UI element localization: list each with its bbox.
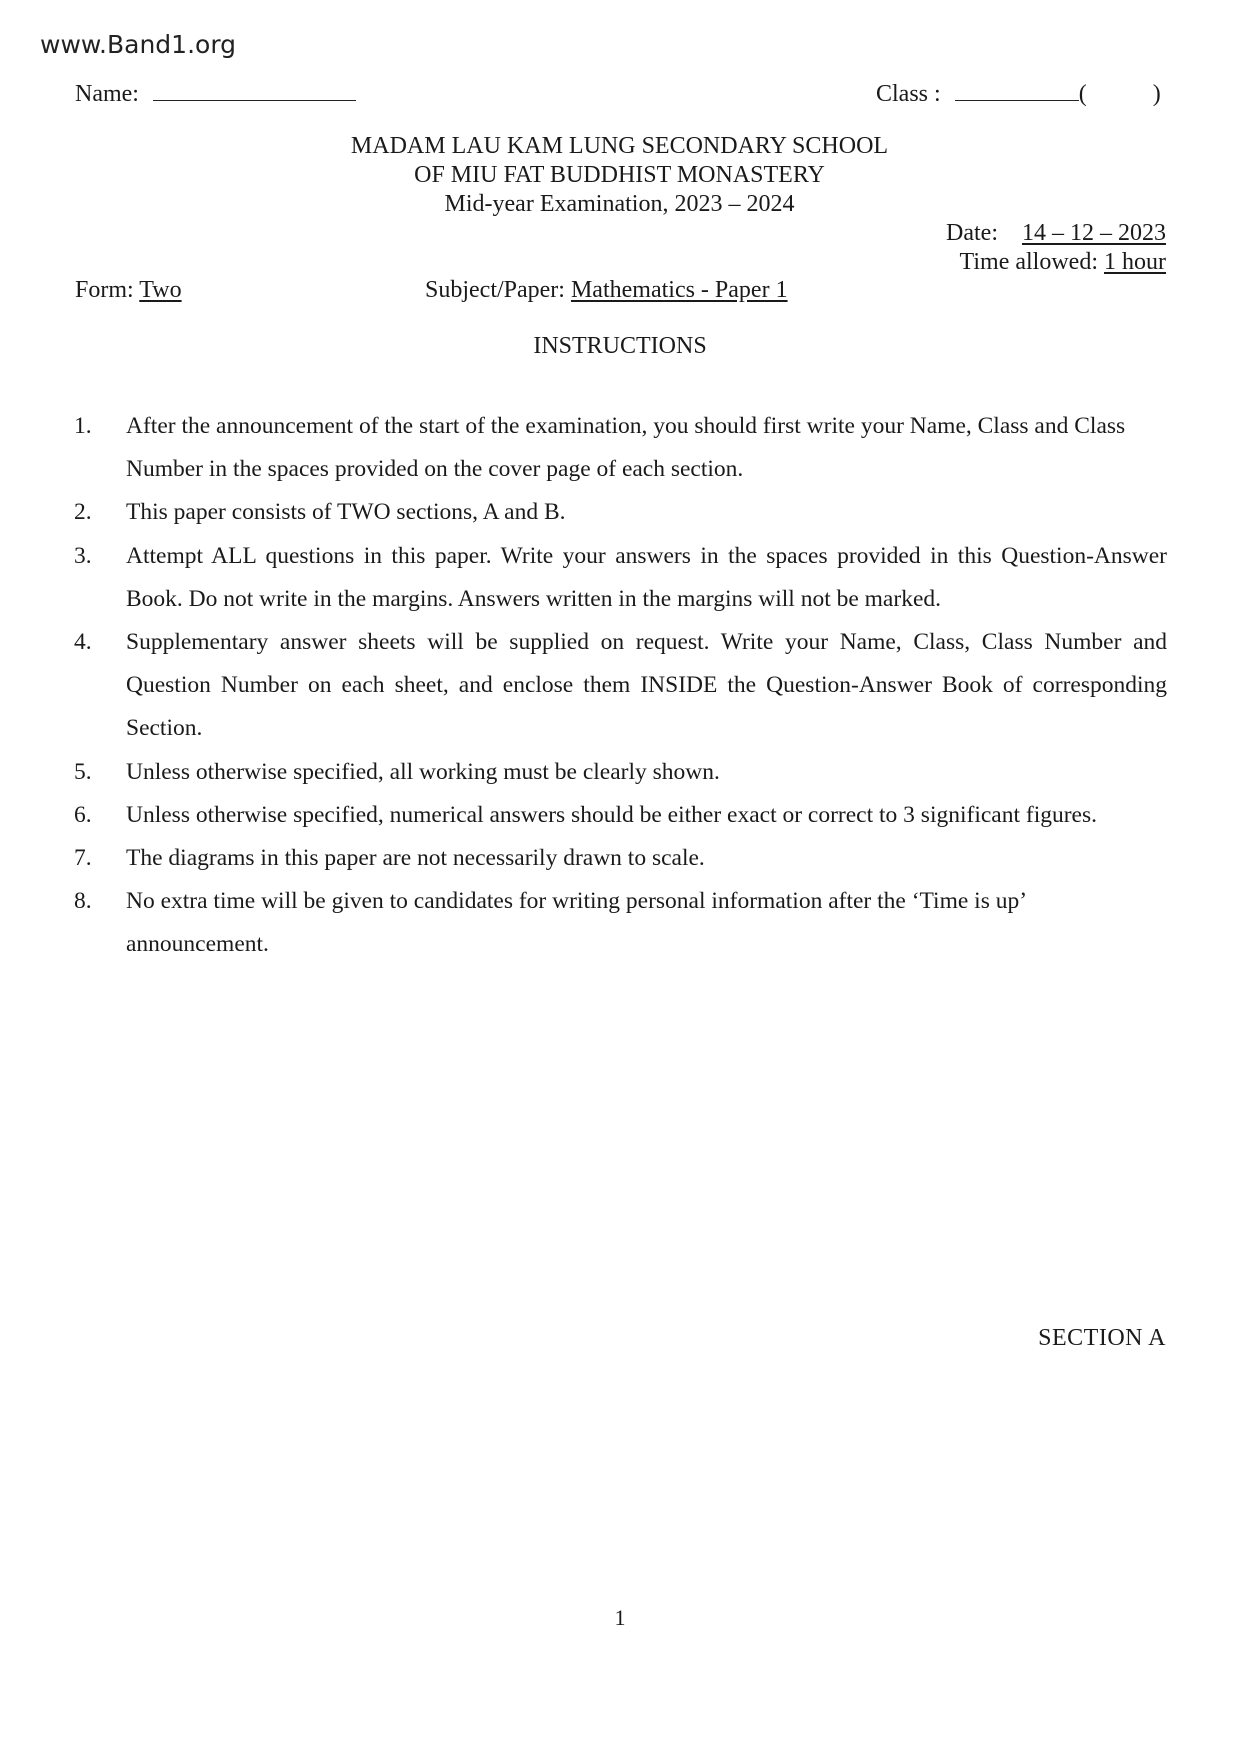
watermark-url: www.Band1.org — [40, 30, 237, 59]
school-title-block — [0, 132, 1240, 219]
instruction-item — [74, 535, 1167, 621]
instruction-text: Attempt ALL questions in this paper. Write your answers in the spaces provided in this Question-Answer Book. Do not write in the margins. Answers written in the margins will not be marked. — [126, 542, 1167, 612]
date-value: 14 – 12 – 2023 — [1022, 220, 1166, 246]
date-time-block — [946, 219, 1166, 277]
instruction-number: 8. — [74, 888, 92, 915]
instruction-number: 2. — [74, 499, 92, 526]
time-line — [946, 248, 1166, 277]
school-name-line1: MADAM LAU KAM LUNG SECONDARY SCHOOL — [350, 133, 889, 159]
instruction-text: Unless otherwise specified, all working must be clearly shown. — [126, 758, 720, 785]
subject-label: Subject/Paper: — [425, 277, 565, 303]
name-blank[interactable] — [153, 76, 356, 101]
form-label: Form: — [75, 277, 134, 303]
instruction-text: Supplementary answer sheets will be supplied on request. Write your Name, Class, Class Number and Question Number on each sheet, and enclose them INSIDE the Question-Answer Book of corresponding Section. — [126, 629, 1167, 742]
time-label: Time allowed: — [959, 249, 1098, 275]
date-label: Date: — [946, 220, 998, 246]
form-line — [75, 277, 182, 304]
page-number: 1 — [614, 1605, 626, 1630]
instruction-text: No extra time will be given to candidates for writing personal information after the ‘Time is up’ announcement. — [126, 888, 1026, 958]
instruction-text: After the announcement of the start of the examination, you should first write your Name, Class and Class Number in the spaces provided on the cover page of each section. — [126, 413, 1126, 483]
instruction-number: 1. — [74, 413, 92, 439]
class-label: Class : — [876, 81, 941, 107]
subject-line — [425, 277, 788, 304]
instruction-number: 4. — [74, 629, 92, 656]
instruction-text: This paper consists of TWO sections, A and B. — [126, 499, 566, 526]
subject-value: Mathematics - Paper 1 — [570, 277, 788, 303]
class-number-paren-open: ( — [1078, 81, 1087, 107]
instructions-list — [74, 405, 1167, 967]
instruction-item — [74, 880, 1167, 966]
instruction-item — [74, 405, 1167, 491]
instruction-item — [74, 491, 1167, 534]
instruction-item — [74, 751, 1167, 794]
class-number-paren-close: ) — [1152, 81, 1161, 107]
instruction-text: The diagrams in this paper are not necessarily drawn to scale. — [126, 845, 705, 872]
name-field — [75, 76, 356, 108]
instructions-title: INSTRUCTIONS — [533, 333, 707, 359]
instruction-item — [74, 837, 1167, 880]
instruction-text: Unless otherwise specified, numerical answers should be either exact or correct to 3 significant figures. — [126, 801, 1098, 828]
instruction-number: 6. — [74, 801, 92, 828]
form-value: Two — [139, 277, 182, 303]
section-label: SECTION A — [1038, 1325, 1166, 1351]
instruction-item — [74, 621, 1167, 751]
instruction-number: 3. — [74, 542, 92, 569]
time-value: 1 hour — [1104, 249, 1166, 275]
class-field — [876, 76, 1161, 108]
instruction-item — [74, 794, 1167, 837]
instruction-number: 7. — [74, 845, 92, 872]
exam-title: Mid-year Examination, 2023 – 2024 — [444, 191, 795, 217]
instruction-number: 5. — [74, 758, 92, 785]
date-line — [946, 219, 1166, 248]
name-label: Name: — [75, 81, 139, 107]
school-name-line2: OF MIU FAT BUDDHIST MONASTERY — [414, 162, 825, 188]
class-blank[interactable] — [955, 76, 1079, 101]
